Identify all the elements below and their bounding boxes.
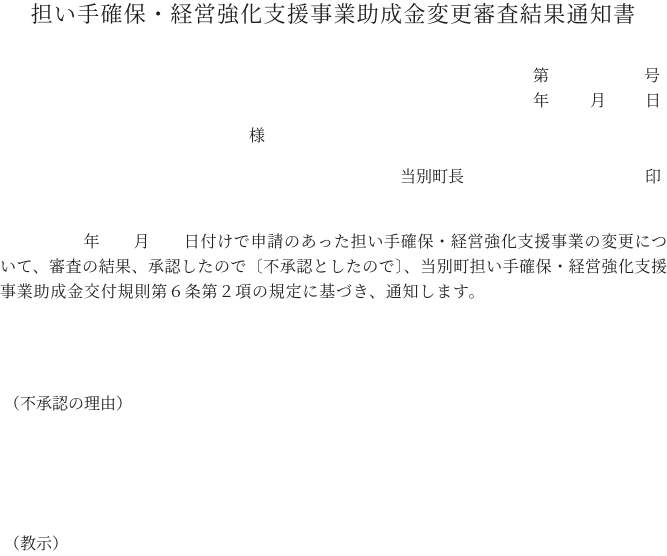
- body-line-2: いて、審査の結果、承認したので〔不承認としたので〕、当別町担い手確保・経営強化支援: [0, 259, 667, 276]
- doc-number-prefix: 第: [533, 68, 550, 85]
- addressee-honorific: 様: [249, 128, 266, 145]
- seal-placeholder: 印: [645, 169, 662, 186]
- instruction-label: （教示）: [4, 536, 69, 553]
- date-month-label: 月: [590, 93, 607, 110]
- body-line-1: 年 月 日付けで申請のあった担い手確保・経営強化支援事業の変更につ: [0, 234, 667, 251]
- body-line-3: 事業助成金交付規則第６条第２項の規定に基づき、通知します。: [0, 284, 486, 301]
- document-title: 担い手確保・経営強化支援事業助成金変更審査結果通知書: [30, 2, 637, 27]
- date-day-label: 日: [645, 93, 662, 110]
- body-paragraph: [0, 230, 667, 305]
- doc-number-suffix: 号: [644, 68, 661, 85]
- date-year-label: 年: [533, 93, 550, 110]
- sender-title: 当別町長: [400, 169, 465, 186]
- rejection-reason-label: （不承認の理由）: [4, 396, 133, 413]
